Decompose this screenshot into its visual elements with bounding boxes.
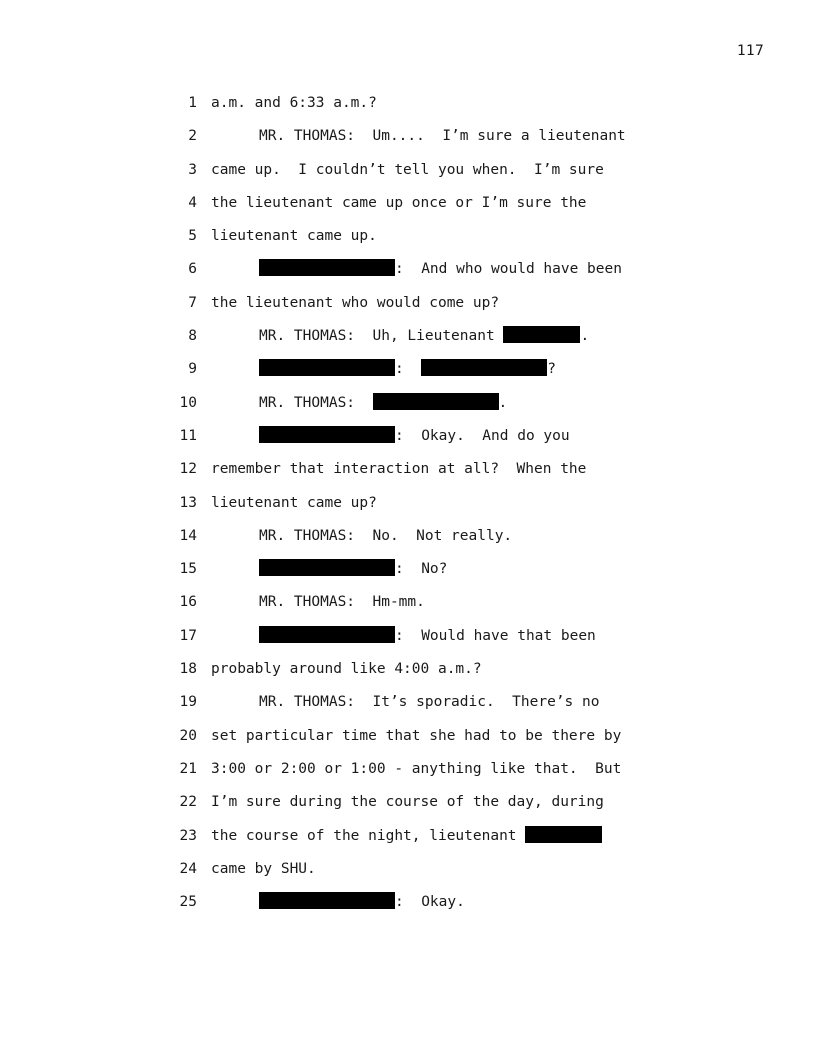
redaction-bar [373, 393, 499, 410]
line-text: a.m. and 6:33 a.m.? [211, 95, 377, 111]
line-content: MR. THOMAS: Uh, Lieutenant [259, 328, 504, 345]
transcript-line [0, 493, 816, 526]
line-content: MR. THOMAS: [259, 394, 373, 411]
line-number: 7 [188, 294, 197, 311]
line-content: : Okay. And do you [395, 427, 570, 444]
line-number: 19 [179, 694, 197, 711]
line-text [211, 393, 507, 413]
page-number: 117 [736, 43, 764, 59]
line-number: 8 [188, 328, 197, 345]
line-number: 24 [179, 860, 197, 877]
line-text [211, 826, 602, 846]
line-text: lieutenant came up. [211, 228, 377, 245]
line-content: the course of the night, lieutenant [211, 827, 526, 844]
transcript-line [0, 626, 816, 659]
line-number: 1 [188, 95, 197, 111]
transcript-line [0, 592, 816, 625]
line-content: : [395, 361, 422, 378]
line-number: 16 [179, 594, 197, 611]
transcript-line [0, 393, 816, 426]
transcript-line [0, 792, 816, 825]
line-number: 18 [179, 661, 197, 678]
line-number: 22 [179, 794, 197, 811]
line-number: 13 [179, 494, 197, 511]
line-content: MR. THOMAS: No. Not really. [259, 527, 513, 544]
line-text [211, 326, 589, 346]
transcript-line [0, 526, 816, 559]
line-content: : Okay. [395, 894, 465, 911]
line-number: 20 [179, 727, 197, 744]
redaction-bar [421, 359, 547, 376]
transcript-line [0, 892, 816, 925]
redaction-bar [259, 259, 395, 276]
transcript-line [0, 359, 816, 392]
line-number: 4 [188, 194, 197, 211]
line-content: MR. THOMAS: It’s sporadic. There’s no [259, 694, 600, 711]
line-number: 14 [179, 527, 197, 544]
redaction-bar [259, 559, 395, 576]
line-number: 2 [188, 128, 197, 145]
line-text [211, 526, 512, 546]
transcript-line [0, 226, 816, 259]
line-text [211, 692, 599, 712]
line-text: came by SHU. [211, 860, 316, 877]
line-text [211, 359, 556, 379]
line-content: : No? [395, 561, 448, 578]
line-number: 15 [179, 561, 197, 578]
line-text [211, 259, 622, 279]
line-text: the lieutenant who would come up? [211, 294, 500, 311]
line-content: MR. THOMAS: Hm-mm. [259, 594, 425, 611]
line-text: came up. I couldn’t tell you when. I’m sure [211, 161, 604, 178]
line-text [211, 592, 425, 612]
line-text [211, 426, 570, 446]
line-text [211, 559, 447, 579]
line-number: 11 [179, 427, 197, 444]
line-text: 3:00 or 2:00 or 1:00 - anything like that. But [211, 760, 622, 777]
transcript-body [0, 93, 816, 925]
transcript-line [0, 726, 816, 759]
line-text [211, 892, 465, 912]
line-number: 21 [179, 760, 197, 777]
transcript-line [0, 659, 816, 692]
line-number: 25 [179, 894, 197, 911]
line-number: 17 [179, 627, 197, 644]
transcript-line [0, 126, 816, 159]
transcript-line [0, 759, 816, 792]
line-text: lieutenant came up? [211, 494, 377, 511]
redaction-bar [259, 359, 395, 376]
line-number: 5 [188, 228, 197, 245]
line-number: 6 [188, 261, 197, 278]
transcript-line [0, 193, 816, 226]
line-content-end: . [498, 394, 508, 411]
redaction-bar [259, 892, 395, 909]
line-content: MR. THOMAS: Um.... I’m sure a lieutenant [259, 128, 626, 145]
transcript-line [0, 160, 816, 193]
transcript-line [0, 459, 816, 492]
redaction-bar [525, 826, 602, 843]
transcript-line [0, 93, 816, 126]
line-content: : And who would have been [395, 261, 622, 278]
transcript-line [0, 259, 816, 292]
line-number: 3 [188, 161, 197, 178]
line-number: 10 [179, 394, 197, 411]
transcript-line [0, 559, 816, 592]
line-text: I’m sure during the course of the day, during [211, 794, 604, 811]
line-text: probably around like 4:00 a.m.? [211, 661, 482, 678]
redaction-bar [259, 426, 395, 443]
transcript-line [0, 326, 816, 359]
transcript-line [0, 293, 816, 326]
line-text: remember that interaction at all? When the [211, 461, 587, 478]
transcript-line [0, 859, 816, 892]
line-text: the lieutenant came up once or I’m sure the [211, 194, 587, 211]
line-content: : Would have that been [395, 627, 596, 644]
transcript-line [0, 826, 816, 859]
transcript-line [0, 692, 816, 725]
transcript-line [0, 426, 816, 459]
line-text: set particular time that she had to be there by [211, 727, 622, 744]
line-text [211, 126, 626, 146]
redaction-bar [259, 626, 395, 643]
redaction-bar [503, 326, 580, 343]
line-content-end: ? [547, 361, 556, 378]
line-number: 9 [188, 361, 197, 378]
line-content-end: . [580, 328, 590, 345]
line-text [211, 626, 596, 646]
line-number: 12 [179, 461, 197, 478]
line-number: 23 [179, 827, 197, 844]
